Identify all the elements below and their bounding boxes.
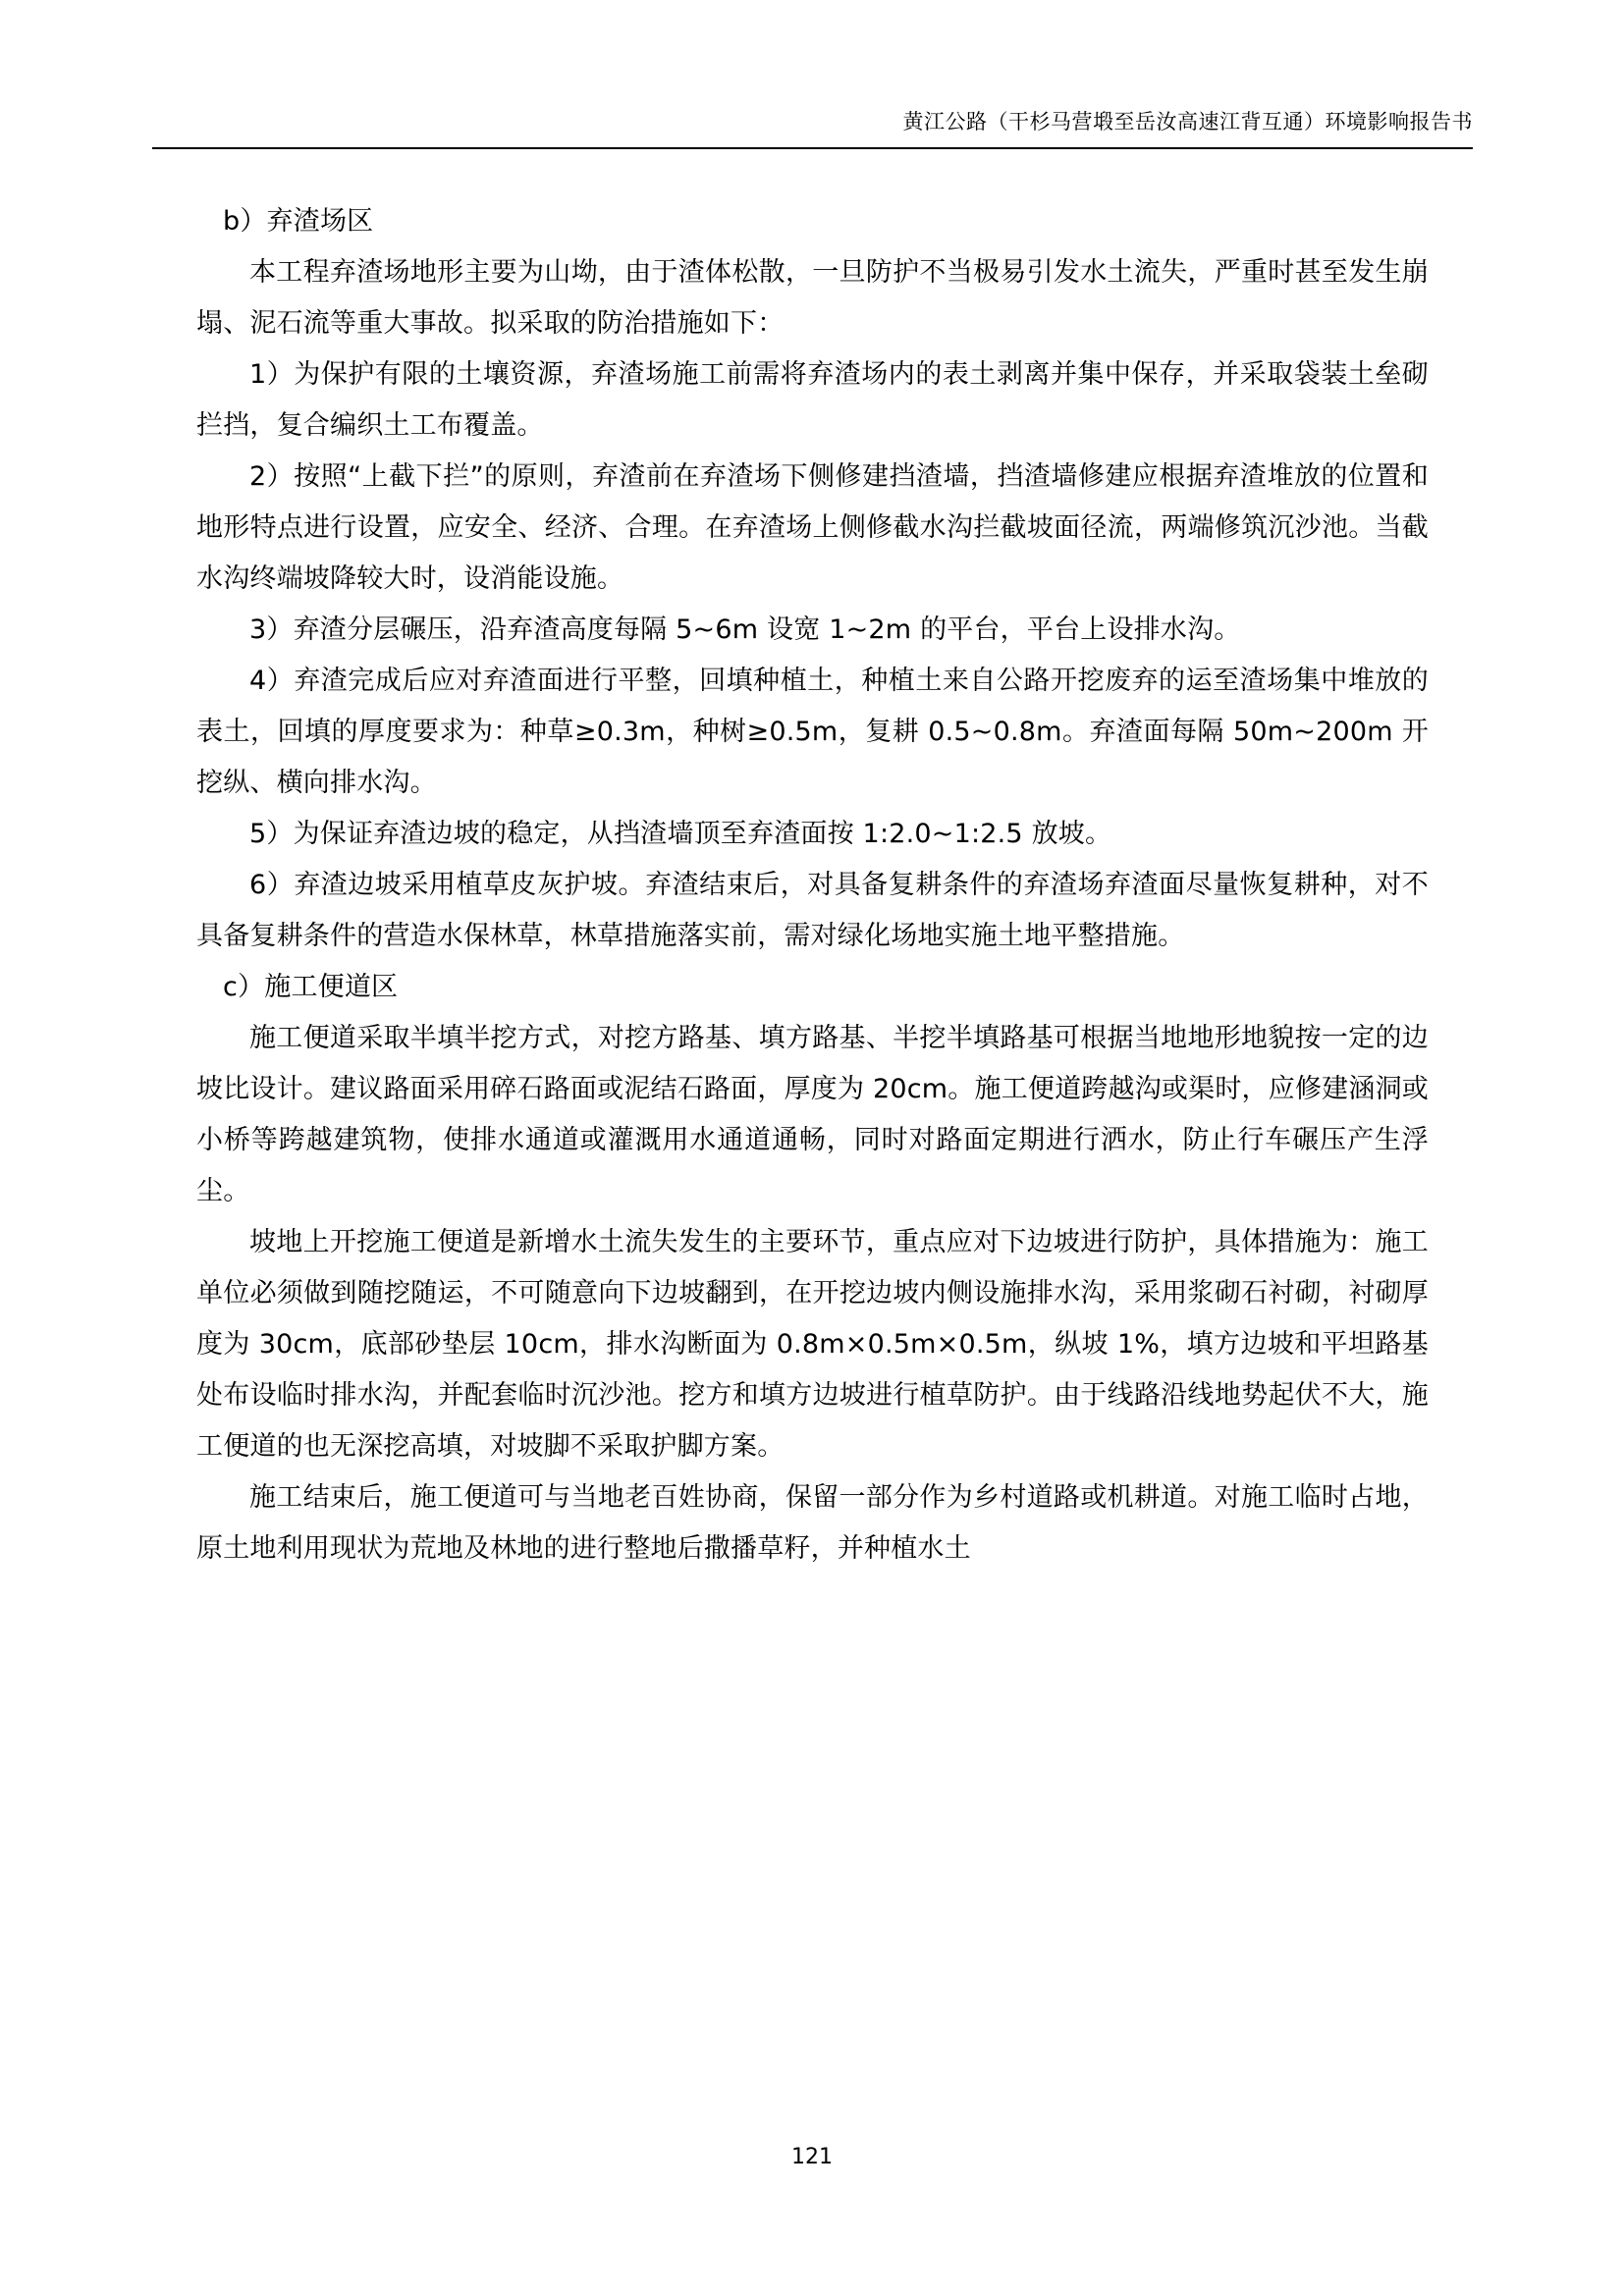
- paragraph: 2）按照“上截下拦”的原则，弃渣前在弃渣场下侧修建挡渣墙，挡渣墙修建应根据弃渣堆放的位置和地形特点进行设置，应安全、经济、合理。在弃渣场上侧修截水沟拦截坡面径流，两端修筑沉沙池。当截水沟终端坡降较大时，设消能设施。: [196, 461, 1429, 594]
- paragraph: 施工结束后，施工便道可与当地老百姓协商，保留一部分作为乡村道路或机耕道。对施工临时占地，原土地利用现状为荒地及林地的进行整地后撒播草籽，并种植水土: [196, 1482, 1429, 1564]
- page-number: 121: [791, 2145, 833, 2169]
- paragraph: 6）弃渣边坡采用植草皮灰护坡。弃渣结束后，对具备复耕条件的弃渣场弃渣面尽量恢复耕种，对不具备复耕条件的营造水保林草，林草措施落实前，需对绿化场地实施土地平整措施。: [196, 870, 1429, 951]
- paragraph: 本工程弃渣场地形主要为山坳，由于渣体松散，一旦防护不当极易引发水土流失，严重时甚至发生崩塌、泥石流等重大事故。拟采取的防治措施如下：: [196, 257, 1429, 339]
- document-body: [196, 196, 1429, 1575]
- paragraph: 4）弃渣完成后应对弃渣面进行平整，回填种植土，种植土来自公路开挖废弃的运至渣场集中堆放的表土，回填的厚度要求为：种草≥0.3m，种树≥0.5m，复耕 0.5~0.8m。弃渣面每隔 50m~200m 开挖纵、横向排水沟。: [196, 666, 1429, 798]
- paragraph: 坡地上开挖施工便道是新增水土流失发生的主要环节，重点应对下边坡进行防护，具体措施为：施工单位必须做到随挖随运，不可随意向下边坡翻到，在开挖边坡内侧设施排水沟，采用浆砌石衬砌，衬砌厚度为 30cm，底部砂垫层 10cm，排水沟断面为 0.8m×0.5m×0.5m，纵坡 1%，填方边坡和平坦路基处布设临时排水沟，并配套临时沉沙池。挖方和填方边坡进行植草防护。由于线路沿线地势起伏不大，施工便道的也无深挖高填，对坡脚不采取护脚方案。: [196, 1227, 1429, 1462]
- paragraph: 5）为保证弃渣边坡的稳定，从挡渣墙顶至弃渣面按 1:2.0~1:2.5 放坡。: [249, 819, 1112, 849]
- paragraph: 施工便道采取半填半挖方式，对挖方路基、填方路基、半挖半填路基可根据当地地形地貌按一定的边坡比设计。建议路面采用碎石路面或泥结石路面，厚度为 20cm。施工便道跨越沟或渠时，应修建涵洞或小桥等跨越建筑物，使排水通道或灌溉用水通道通畅，同时对路面定期进行洒水，防止行车碾压产生浮尘。: [196, 1023, 1429, 1206]
- page-header: 黄江公路（干杉马营塅至岳汝高速江背互通）环境影响报告书: [902, 110, 1473, 133]
- paragraph: b）弃渣场区: [223, 206, 374, 237]
- paragraph: c）施工便道区: [223, 972, 399, 1002]
- paragraph: 3）弃渣分层碾压，沿弃渣高度每隔 5~6m 设宽 1~2m 的平台，平台上设排水沟。: [249, 614, 1241, 645]
- paragraph: 1）为保护有限的土壤资源，弃渣场施工前需将弃渣场内的表土剥离并集中保存，并采取袋装土垒砌拦挡，复合编织土工布覆盖。: [196, 359, 1429, 441]
- header-divider: [152, 147, 1473, 149]
